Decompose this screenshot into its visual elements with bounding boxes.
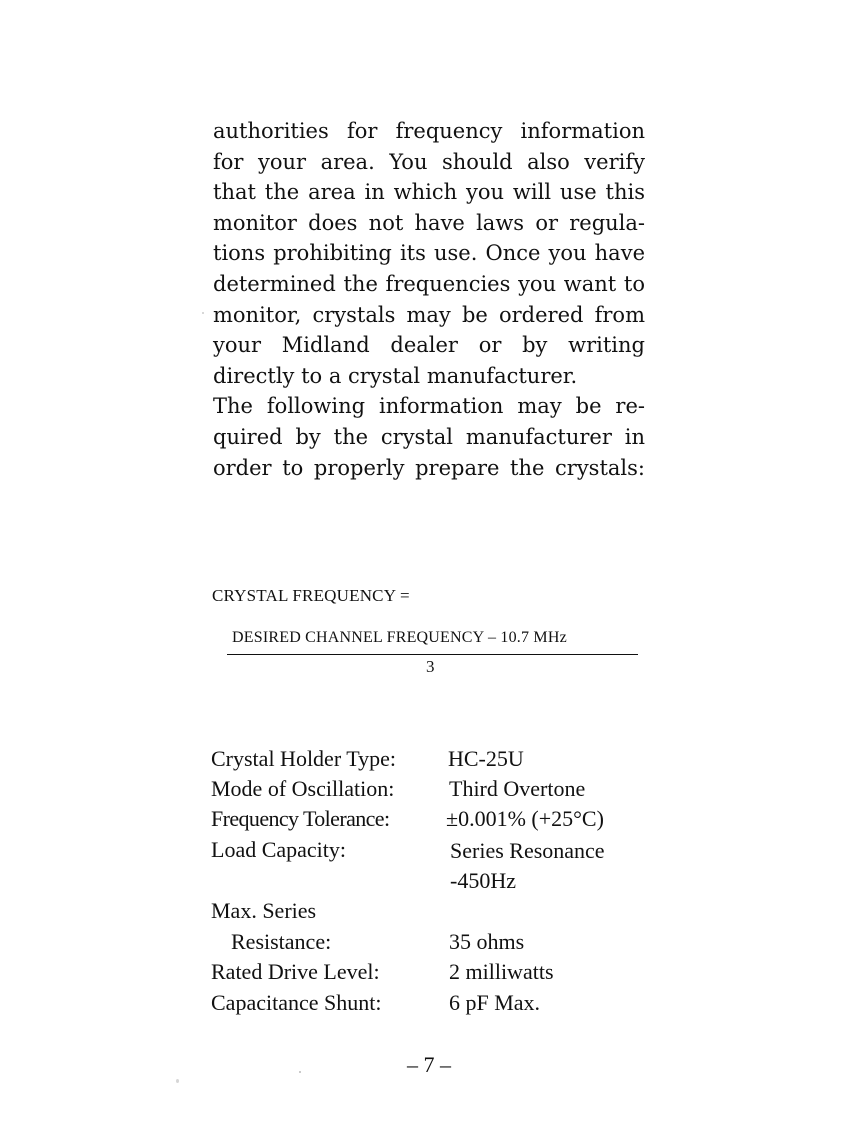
paragraph-line: your Midland dealer or by writing bbox=[213, 333, 645, 358]
paragraph-line: order to properly prepare the crystals: bbox=[213, 455, 645, 480]
formula-numerator: DESIRED CHANNEL FREQUENCY – 10.7 MHz bbox=[232, 629, 567, 646]
paragraph-line: authorities for frequency information bbox=[213, 119, 645, 143]
fraction-bar bbox=[227, 654, 638, 655]
scan-speck bbox=[202, 312, 204, 314]
formula-lhs: CRYSTAL FREQUENCY = bbox=[212, 586, 410, 605]
page-number: – 7 – bbox=[407, 1052, 451, 1077]
paragraph-line: directly to a crystal manufacturer. bbox=[213, 363, 578, 388]
spec-tolerance-value: ±0.001% (+25°C) bbox=[446, 806, 604, 831]
spec-tolerance-label: Frequency Tolerance: bbox=[211, 806, 390, 831]
spec-shunt-label: Capacitance Shunt: bbox=[211, 990, 382, 1015]
spec-holder-label: Crystal Holder Type: bbox=[211, 746, 397, 771]
spec-resistance-label: Max. Series bbox=[211, 898, 317, 923]
spec-shunt-value: 6 pF Max. bbox=[449, 990, 541, 1015]
paragraph-line: The following information may be re- bbox=[213, 394, 645, 419]
paragraph-line: determined the frequencies you want to bbox=[213, 271, 645, 296]
spec-mode-value: Third Overtone bbox=[449, 776, 586, 801]
scan-speck bbox=[176, 1079, 179, 1083]
paragraph-line: for your area. You should also verify bbox=[213, 149, 645, 174]
spec-load-value-2: -450Hz bbox=[450, 868, 516, 893]
paragraph-line: quired by the crystal manufacturer in bbox=[213, 424, 645, 449]
spec-load-label: Load Capacity: bbox=[211, 837, 347, 862]
paragraph-line: monitor, crystals may be ordered from bbox=[213, 302, 645, 327]
paragraph-line: that the area in which you will use this bbox=[213, 180, 645, 205]
spec-holder-value: HC-25U bbox=[448, 746, 524, 771]
spec-resistance-label-2: Resistance: bbox=[231, 929, 332, 954]
spec-resistance-value: 35 ohms bbox=[449, 929, 525, 954]
spec-load-value: Series Resonance bbox=[450, 838, 605, 863]
intro-paragraph bbox=[213, 116, 645, 483]
formula-denominator: 3 bbox=[426, 657, 435, 676]
spec-mode-label: Mode of Oscillation: bbox=[211, 776, 395, 801]
spec-drive-label: Rated Drive Level: bbox=[211, 959, 380, 984]
spec-drive-value: 2 milliwatts bbox=[449, 959, 554, 984]
scan-speck bbox=[299, 1071, 301, 1073]
paragraph-line: tions prohibiting its use. Once you have bbox=[213, 241, 645, 266]
paragraph-line: monitor does not have laws or regula- bbox=[213, 210, 645, 235]
